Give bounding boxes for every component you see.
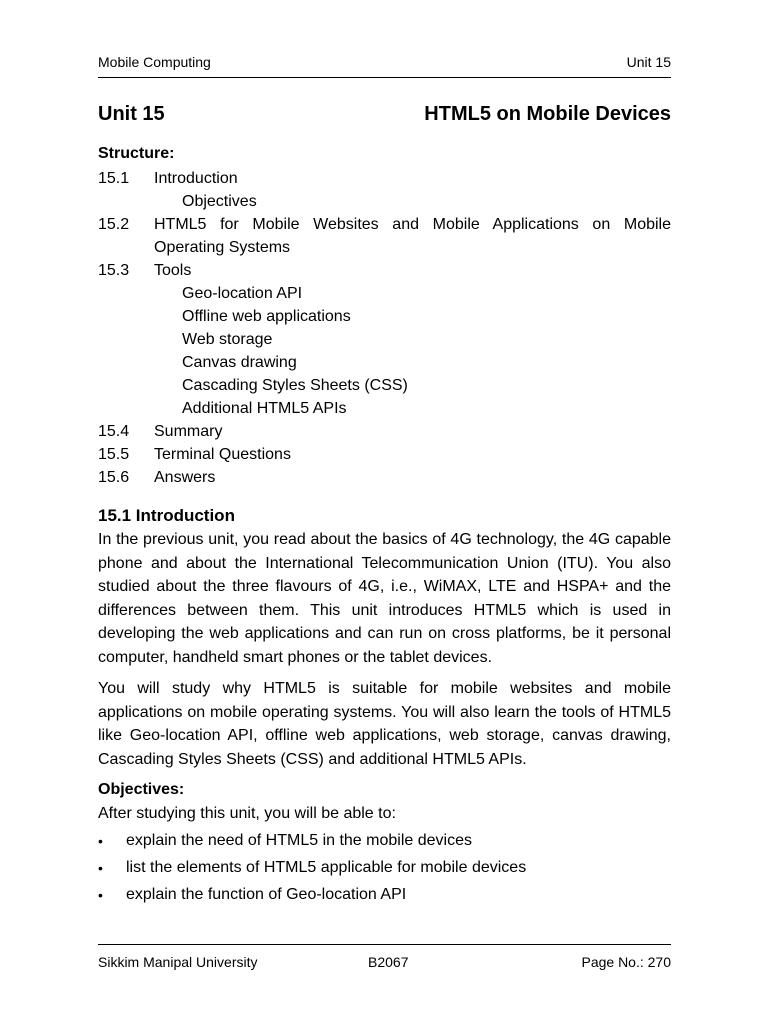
unit-name-heading: HTML5 on Mobile Devices bbox=[424, 103, 671, 125]
toc-number: 15.4 bbox=[98, 423, 130, 440]
main-content bbox=[98, 144, 671, 907]
objectives-heading: Objectives: bbox=[98, 781, 185, 798]
objective-text: explain the function of Geo-location API bbox=[126, 886, 407, 903]
toc-row bbox=[98, 213, 671, 259]
objective-text: explain the need of HTML5 in the mobile devices bbox=[126, 832, 472, 849]
toc-number: 15.1 bbox=[98, 170, 130, 187]
introduction-paragraph: You will study why HTML5 is suitable for mobile websites and mobile applications on mobile operating systems. You will also learn the tools of HTML5 like Geo-location API, offline web applications, web storage, canvas drawing, Cascading Styles Sheets (CSS) and additional HTML5 APIs. bbox=[98, 680, 671, 768]
toc-subitem: Objectives bbox=[182, 193, 257, 210]
footer-page-number: Page No.: 270 bbox=[581, 954, 671, 970]
toc-title: Answers bbox=[154, 469, 216, 486]
toc-row bbox=[98, 420, 671, 443]
toc-row bbox=[98, 167, 671, 190]
header-course-title: Mobile Computing bbox=[98, 54, 211, 70]
bullet-icon: • bbox=[98, 860, 103, 876]
toc-subitem: Geo-location API bbox=[182, 285, 303, 302]
toc-subitem: Canvas drawing bbox=[182, 354, 297, 371]
header-rule bbox=[98, 77, 671, 78]
list-item bbox=[98, 829, 671, 853]
structure-list bbox=[98, 167, 671, 489]
introduction-heading: 15.1 Introduction bbox=[98, 506, 235, 525]
objective-text: list the elements of HTML5 applicable for mobile devices bbox=[126, 859, 527, 876]
toc-number: 15.5 bbox=[98, 446, 130, 463]
introduction-paragraph: In the previous unit, you read about the basics of 4G technology, the 4G capable phone and about the International Telecommunication Union (ITU). You also studied about the three flavours of 4G, i.e., WiMAX, LTE and HSPA+ and the differences between them. This unit introduces HTML5 which is used in developing the web applications and can run on cross platforms, be it personal computer, handheld smart phones or the tablet devices. bbox=[98, 531, 671, 666]
toc-number: 15.2 bbox=[98, 216, 130, 233]
toc-title: Tools bbox=[154, 262, 192, 279]
bullet-icon: • bbox=[98, 887, 103, 903]
list-item bbox=[98, 883, 671, 907]
toc-subitem: Offline web applications bbox=[182, 308, 351, 325]
toc-row bbox=[98, 443, 671, 466]
toc-number: 15.3 bbox=[98, 262, 130, 279]
footer-university: Sikkim Manipal University bbox=[98, 954, 258, 970]
toc-row bbox=[98, 466, 671, 489]
toc-row bbox=[98, 259, 671, 282]
toc-title: Summary bbox=[154, 423, 223, 440]
list-item bbox=[98, 856, 671, 880]
bullet-icon: • bbox=[98, 833, 103, 849]
objectives-intro: After studying this unit, you will be able to: bbox=[98, 805, 396, 822]
toc-title: Introduction bbox=[154, 170, 238, 187]
document-page bbox=[98, 0, 671, 1024]
toc-title: Terminal Questions bbox=[154, 446, 291, 463]
header-unit-label: Unit 15 bbox=[626, 54, 671, 70]
unit-number-heading: Unit 15 bbox=[98, 103, 165, 125]
toc-subitem: Cascading Styles Sheets (CSS) bbox=[182, 377, 408, 394]
footer-course-code: B2067 bbox=[368, 954, 409, 970]
toc-subitem: Web storage bbox=[182, 331, 273, 348]
footer-rule bbox=[98, 944, 671, 945]
toc-number: 15.6 bbox=[98, 469, 130, 486]
toc-title: HTML5 for Mobile Websites and Mobile Applications on Mobile Operating Systems bbox=[154, 216, 671, 256]
structure-heading: Structure: bbox=[98, 145, 175, 162]
objectives-list bbox=[98, 829, 671, 907]
unit-title-row bbox=[98, 101, 671, 127]
running-header bbox=[98, 53, 671, 71]
toc-subitem: Additional HTML5 APIs bbox=[182, 400, 347, 417]
